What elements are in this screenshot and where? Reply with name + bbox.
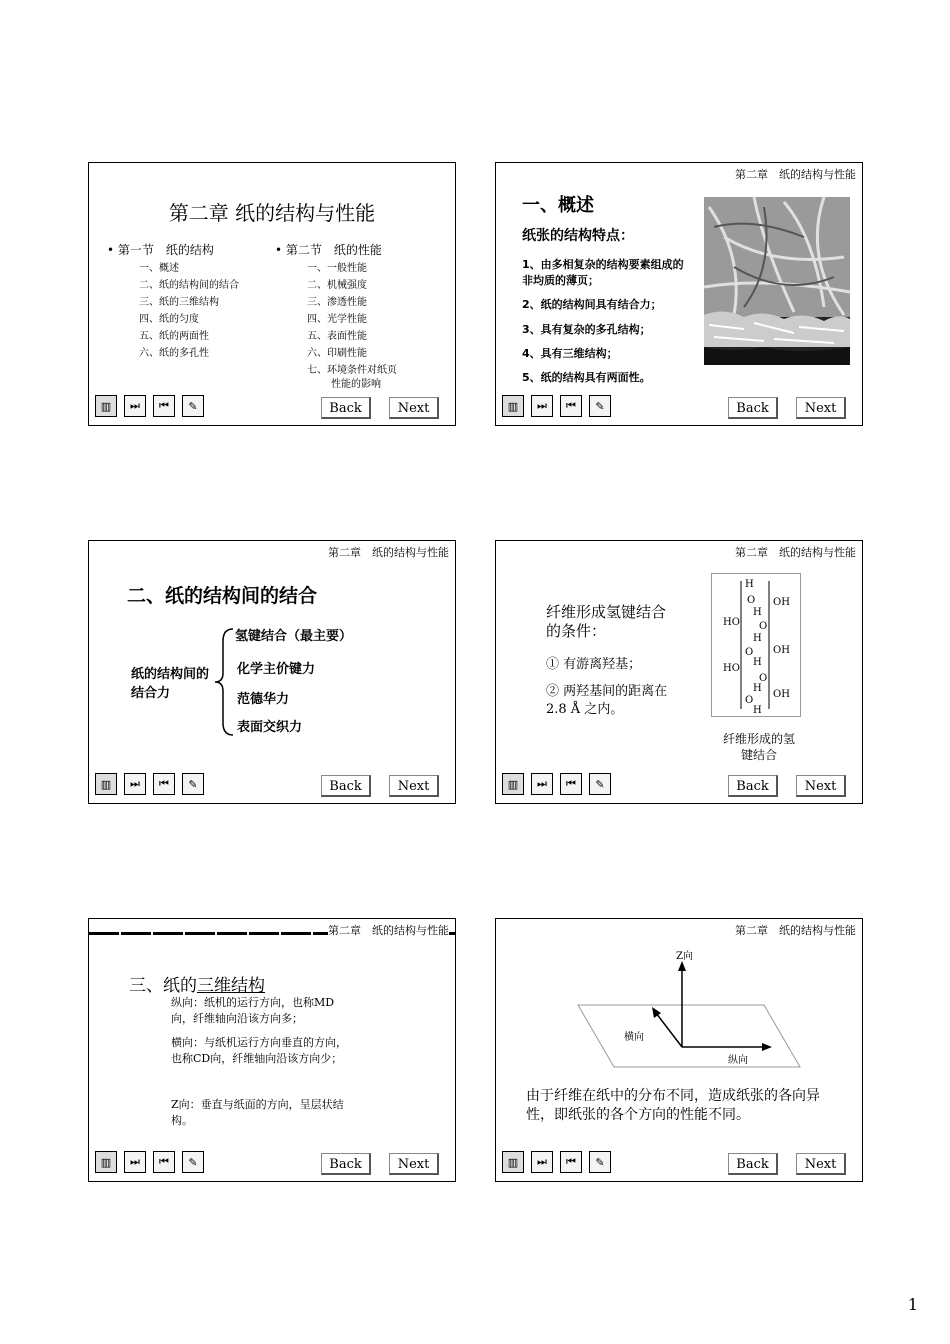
first-icon[interactable]: ⏮ xyxy=(153,395,175,417)
toc-item[interactable]: 三、渗透性能 xyxy=(307,297,367,308)
hydrogen-bond-diagram xyxy=(711,573,801,717)
toc-item[interactable]: 一、概述 xyxy=(139,263,179,274)
atom-label: O xyxy=(745,695,754,706)
back-button[interactable]: Back xyxy=(728,397,778,419)
atom-label: O xyxy=(759,621,768,632)
slide-1 xyxy=(88,162,456,426)
condition-1: ① 有游离羟基； xyxy=(546,657,642,672)
point-1: 1、由多相复杂的结构要素组成的非均质的薄页； xyxy=(522,258,684,287)
first-icon[interactable]: ⏮ xyxy=(560,1151,582,1173)
bond-item: 化学主价键力 xyxy=(237,662,316,677)
nav-bar xyxy=(502,1151,611,1175)
next-button[interactable]: Next xyxy=(389,775,439,797)
toc-col-2 xyxy=(275,241,397,391)
toc-item[interactable]: 二、纸的结构间的结合 xyxy=(139,280,239,291)
exit-icon[interactable]: ▥ xyxy=(95,395,117,417)
3d-axes-diagram xyxy=(496,939,863,1099)
slide-header: 第二章 纸的结构与性能 xyxy=(735,168,856,181)
atom-label: OH xyxy=(773,597,790,608)
nav-bar xyxy=(95,1151,204,1175)
first-icon[interactable]: ⏮ xyxy=(560,395,582,417)
atom-label: O xyxy=(745,647,754,658)
slide-3 xyxy=(88,540,456,804)
slide-header: 第二章 纸的结构与性能 xyxy=(328,924,449,937)
toc-item[interactable]: 四、光学性能 xyxy=(307,314,367,325)
point-5: 5、纸的结构具有两面性。 xyxy=(522,371,651,384)
point-3: 3、具有复杂的多孔结构； xyxy=(522,323,651,336)
toc-item[interactable]: 二、机械强度 xyxy=(307,280,367,291)
first-icon[interactable]: ⏮ xyxy=(153,773,175,795)
last-icon[interactable]: ⏭ xyxy=(531,773,553,795)
condition-intro: 纤维形成氢键结合的条件： xyxy=(546,603,667,640)
next-button[interactable]: Next xyxy=(796,1153,846,1175)
pen-icon[interactable]: ✎ xyxy=(182,395,204,417)
exit-icon[interactable]: ▥ xyxy=(502,1151,524,1173)
toc-col-1 xyxy=(107,241,239,362)
last-icon[interactable]: ⏭ xyxy=(531,395,553,417)
pen-icon[interactable]: ✎ xyxy=(589,1151,611,1173)
toc-head: • 第一节 纸的结构 xyxy=(107,243,214,257)
slide-header: 第二章 纸的结构与性能 xyxy=(328,546,449,559)
condition-2: ② 两羟基间的距离在 2.8 Å 之内。 xyxy=(546,684,668,717)
toc-item[interactable]: 性能的影响 xyxy=(331,379,381,390)
z-axis-label: Z向 xyxy=(676,951,693,962)
first-icon[interactable]: ⏮ xyxy=(560,773,582,795)
next-button[interactable]: Next xyxy=(796,397,846,419)
bond-force-label: 纸的结构间的结合力 xyxy=(131,667,210,701)
exit-icon[interactable]: ▥ xyxy=(502,773,524,795)
atom-label: O xyxy=(759,673,768,684)
slide-title: 第二章 纸的结构与性能 xyxy=(168,201,376,225)
pen-icon[interactable]: ✎ xyxy=(182,1151,204,1173)
toc-item[interactable]: 六、印刷性能 xyxy=(307,348,367,359)
anisotropy-text: 由于纤维在纸中的分布不同，造成纸张的各向异性，即纸张的各个方向的性能不同。 xyxy=(526,1088,820,1123)
diagram-caption: 纤维形成的氢键结合 xyxy=(722,732,795,762)
back-button[interactable]: Back xyxy=(728,775,778,797)
back-button[interactable]: Back xyxy=(728,1153,778,1175)
atom-label: H xyxy=(745,579,754,590)
next-button[interactable]: Next xyxy=(389,397,439,419)
back-button[interactable]: Back xyxy=(321,775,371,797)
slide-header: 第二章 纸的结构与性能 xyxy=(735,546,856,559)
back-button[interactable]: Back xyxy=(321,397,371,419)
slide-2 xyxy=(495,162,863,426)
cd-axis-label: 横向 xyxy=(624,1032,644,1043)
paper-sem-image xyxy=(704,197,850,365)
nav-bar xyxy=(502,395,611,419)
pen-icon[interactable]: ✎ xyxy=(182,773,204,795)
last-icon[interactable]: ⏭ xyxy=(124,1151,146,1173)
next-button[interactable]: Next xyxy=(389,1153,439,1175)
toc-item[interactable]: 七、环境条件对纸页 xyxy=(307,365,397,376)
toc-item[interactable]: 五、纸的两面性 xyxy=(139,331,209,342)
pen-icon[interactable]: ✎ xyxy=(589,773,611,795)
bond-item: 氢键结合（最主要） xyxy=(235,629,353,644)
atom-label: HO xyxy=(723,617,740,628)
brace-icon xyxy=(213,627,235,737)
md-definition: 纵向：纸机的运行方向，也称MD向，纤维轴向沿该方向多； xyxy=(171,996,335,1025)
slide-header: 第二章 纸的结构与性能 xyxy=(735,924,856,937)
atom-label: H xyxy=(753,683,762,694)
z-definition: Z向：垂直与纸面的方向，呈层状结构。 xyxy=(171,1098,344,1127)
slide-title: 二、纸的结构间的结合 xyxy=(127,585,318,607)
bond-item: 表面交织力 xyxy=(237,720,303,735)
bond-item: 范德华力 xyxy=(237,692,290,707)
exit-icon[interactable]: ▥ xyxy=(502,395,524,417)
md-axis-label: 纵向 xyxy=(728,1055,748,1066)
title-text: 三、纸的 xyxy=(129,976,197,996)
atom-label: H xyxy=(753,657,762,668)
atom-label: H xyxy=(753,633,762,644)
atom-label: O xyxy=(747,595,756,606)
slide-subtitle: 纸张的结构特点： xyxy=(522,228,634,244)
back-button[interactable]: Back xyxy=(321,1153,371,1175)
atom-label: H xyxy=(753,705,762,716)
last-icon[interactable]: ⏭ xyxy=(124,773,146,795)
slide-5 xyxy=(88,918,456,1182)
nav-bar xyxy=(95,773,204,797)
slide-4 xyxy=(495,540,863,804)
toc-item[interactable]: 三、纸的三维结构 xyxy=(139,297,219,308)
page-number: 1 xyxy=(907,1295,918,1314)
nav-bar xyxy=(502,773,611,797)
slide-title xyxy=(129,971,265,996)
point-4: 4、具有三维结构； xyxy=(522,347,618,360)
toc-item[interactable]: 一、一般性能 xyxy=(307,263,367,274)
slide-6 xyxy=(495,918,863,1182)
toc-head: • 第二节 纸的性能 xyxy=(275,243,382,257)
atom-label: H xyxy=(753,607,762,618)
last-icon[interactable]: ⏭ xyxy=(124,395,146,417)
exit-icon[interactable]: ▥ xyxy=(95,1151,117,1173)
atom-label: HO xyxy=(723,663,740,674)
title-underlined: 三维结构 xyxy=(197,976,265,996)
next-button[interactable]: Next xyxy=(796,775,846,797)
cd-definition: 横向：与纸机运行方向垂直的方向，也称CD向，纤维轴向沿该方向少； xyxy=(171,1036,347,1065)
last-icon[interactable]: ⏭ xyxy=(531,1151,553,1173)
exit-icon[interactable]: ▥ xyxy=(95,773,117,795)
pen-icon[interactable]: ✎ xyxy=(589,395,611,417)
slide-title: 一、概述 xyxy=(522,195,594,216)
first-icon[interactable]: ⏮ xyxy=(153,1151,175,1173)
atom-label: OH xyxy=(773,645,790,656)
point-2: 2、纸的结构间具有结合力； xyxy=(522,298,662,311)
nav-bar xyxy=(95,395,204,419)
atom-label: OH xyxy=(773,689,790,700)
toc-item[interactable]: 五、表面性能 xyxy=(307,331,367,342)
toc-item[interactable]: 四、纸的匀度 xyxy=(139,314,199,325)
toc-item[interactable]: 六、纸的多孔性 xyxy=(139,348,209,359)
